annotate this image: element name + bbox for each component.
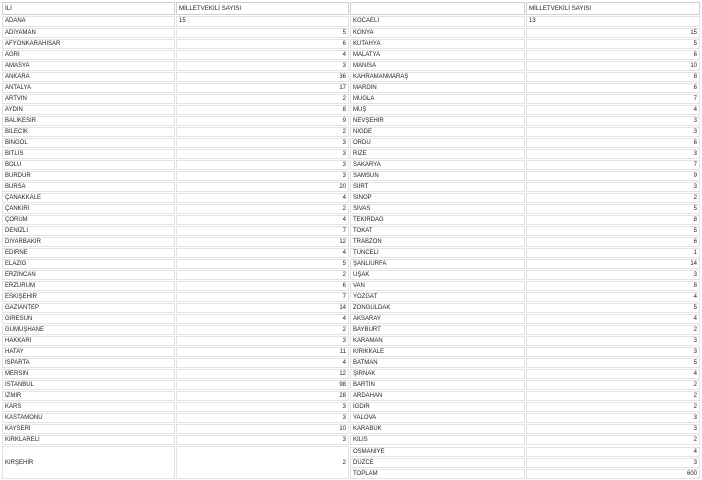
right-mp-count: 2 [526,193,700,203]
left-mp-count: 2 [176,94,349,104]
left-mp-count: 3 [176,402,349,412]
left-mp-count: 3 [176,336,349,346]
right-province-name: ŞIRNAK [350,369,525,379]
left-mp-count: 4 [176,50,349,60]
left-province-name: MERSİN [2,369,175,379]
right-mp-count: 4 [526,369,700,379]
left-mp-count: 15 [176,16,349,27]
right-mp-count: 2 [526,325,700,335]
left-province-name: ANTALYA [2,83,175,93]
left-province-name: EDİRNE [2,248,175,258]
left-province-name: İSTANBUL [2,380,175,390]
left-mp-count: 12 [176,237,349,247]
right-mp-count: 2 [526,380,700,390]
right-province-name: NİĞDE [350,127,525,137]
right-mp-count: 1 [526,248,700,258]
left-province-name: ARTVİN [2,94,175,104]
table-row [2,325,700,335]
right-province-name: KAHRAMANMARAŞ [350,72,525,82]
left-province-name: ÇANAKKALE [2,193,175,203]
left-province-name: KAYSERİ [2,424,175,434]
left-mp-count: 6 [176,39,349,49]
left-mp-count: 28 [176,391,349,401]
right-province-name: MUĞLA [350,94,525,104]
left-province-name: KIRKLARELİ [2,435,175,445]
table-row [2,292,700,302]
right-province-name: BAYBURT [350,325,525,335]
right-province-name: NEVŞEHİR [350,116,525,126]
left-province-name: İZMİR [2,391,175,401]
left-mp-count: 4 [176,358,349,368]
left-province-name: KASTAMONU [2,413,175,423]
header-blank [350,2,525,15]
table-row [2,435,700,445]
left-mp-count: 2 [176,127,349,137]
right-mp-count: 2 [526,391,700,401]
right-province-name: AKSARAY [350,314,525,324]
header-mp-count-left: MİLLETVEKİLİ SAYISI [176,2,349,15]
left-province-name: DENİZLİ [2,226,175,236]
right-province-name: TEKİRDAĞ [350,215,525,225]
right-province-name: ZONGULDAK [350,303,525,313]
table-row [2,61,700,71]
right-mp-count: 5 [526,226,700,236]
table-row [2,402,700,412]
table-row [2,270,700,280]
left-mp-count: 10 [176,424,349,434]
table-row [2,336,700,346]
left-province-name: BİLECİK [2,127,175,137]
left-mp-count: 3 [176,149,349,159]
right-mp-count: 3 [526,182,700,192]
left-mp-count: 3 [176,138,349,148]
table-row [2,204,700,214]
right-mp-count: 5 [526,303,700,313]
right-mp-count: 8 [526,281,700,291]
right-mp-count: 3 [526,424,700,434]
left-mp-count: 2 [176,325,349,335]
table-row [2,94,700,104]
table-row [2,28,700,38]
left-mp-count: 8 [176,105,349,115]
right-province-name: KARABÜK [350,424,525,434]
left-province-name: ISPARTA [2,358,175,368]
right-province-name: BATMAN [350,358,525,368]
left-mp-count: 7 [176,292,349,302]
left-province-name: AFYONKARAHİSAR [2,39,175,49]
right-province-name: SİİRT [350,182,525,192]
right-province-name: YALOVA [350,413,525,423]
table-row [2,347,700,357]
table-row [2,424,700,434]
right-mp-count: 6 [526,83,700,93]
table-row [2,358,700,368]
left-mp-count: 4 [176,314,349,324]
left-province-name: HATAY [2,347,175,357]
table-row [2,380,700,390]
left-province-name: BURSA [2,182,175,192]
right-mp-count: 3 [526,458,700,468]
left-province-name: ÇORUM [2,215,175,225]
mp-count-table [1,1,701,480]
header-row [2,2,700,15]
right-province-name: KOCAELİ [350,16,525,27]
right-province-name: BARTIN [350,380,525,390]
right-province-name: MUŞ [350,105,525,115]
table-row [2,39,700,49]
left-province-name: GİRESUN [2,314,175,324]
right-mp-count: 6 [526,138,700,148]
table-row [2,116,700,126]
table-row [2,314,700,324]
left-mp-count: 3 [176,61,349,71]
right-mp-count: 4 [526,447,700,457]
left-mp-count: 6 [176,281,349,291]
left-province-name: BİTLİS [2,149,175,159]
left-province-name: GÜMÜŞHANE [2,325,175,335]
right-mp-count: 4 [526,292,700,302]
left-mp-count: 98 [176,380,349,390]
left-mp-count: 5 [176,28,349,38]
left-province-name: BALIKESİR [2,116,175,126]
right-province-name: YOZGAT [350,292,525,302]
table-row [2,72,700,82]
table-row [2,16,700,27]
right-mp-count: 7 [526,94,700,104]
left-mp-count: 4 [176,215,349,225]
left-mp-count: 14 [176,303,349,313]
table-row [2,215,700,225]
table-body [2,2,700,479]
right-province-name: KARAMAN [350,336,525,346]
left-mp-count: 3 [176,413,349,423]
left-province-name: KARS [2,402,175,412]
right-mp-count: 6 [526,50,700,60]
table-row [2,193,700,203]
table-row [2,248,700,258]
left-mp-count: 2 [176,204,349,214]
left-province-name: ELAZIĞ [2,259,175,269]
right-mp-count: 3 [526,336,700,346]
left-province-name: ERZİNCAN [2,270,175,280]
left-province-name: BURDUR [2,171,175,181]
left-mp-count: 5 [176,259,349,269]
right-province-name: SİVAS [350,204,525,214]
right-province-name: SAMSUN [350,171,525,181]
right-province-name: TOPLAM [350,469,525,479]
right-province-name: KİLİS [350,435,525,445]
left-province-name: GAZİANTEP [2,303,175,313]
table-row [2,149,700,159]
right-mp-count: 3 [526,149,700,159]
table-row [2,160,700,170]
right-mp-count: 3 [526,116,700,126]
left-province-name: BOLU [2,160,175,170]
table-row [2,237,700,247]
left-province-name: HAKKARİ [2,336,175,346]
right-mp-count: 5 [526,204,700,214]
right-mp-count: 15 [526,28,700,38]
left-province-name: DİYARBAKIR [2,237,175,247]
right-province-name: KÜTAHYA [350,39,525,49]
right-mp-count: 8 [526,215,700,225]
left-province-name: ANKARA [2,72,175,82]
left-mp-count: 36 [176,72,349,82]
left-province-name: ADIYAMAN [2,28,175,38]
right-mp-count: 4 [526,105,700,115]
left-mp-count: 3 [176,160,349,170]
table-row [2,226,700,236]
right-province-name: RİZE [350,149,525,159]
right-province-name: ORDU [350,138,525,148]
left-province-name: BİNGÖL [2,138,175,148]
right-province-name: MALATYA [350,50,525,60]
left-mp-count: 7 [176,226,349,236]
left-mp-count: 4 [176,248,349,258]
right-province-name: OSMANİYE [350,447,525,457]
table-row [2,182,700,192]
right-mp-count: 5 [526,358,700,368]
table-row [2,281,700,291]
left-province-name: AMASYA [2,61,175,71]
right-province-name: SİNOP [350,193,525,203]
right-mp-count: 14 [526,259,700,269]
table-row [2,50,700,60]
right-mp-count: 8 [526,72,700,82]
right-province-name: UŞAK [350,270,525,280]
table-row [2,83,700,93]
right-province-name: SAKARYA [350,160,525,170]
table-row [2,259,700,269]
right-province-name: IĞDIR [350,402,525,412]
table-row [2,138,700,148]
right-province-name: ŞANLIURFA [350,259,525,269]
left-mp-count: 17 [176,83,349,93]
left-mp-count: 3 [176,435,349,445]
right-mp-count: 3 [526,347,700,357]
left-mp-count: 9 [176,116,349,126]
table-row [2,369,700,379]
right-province-name: KONYA [350,28,525,38]
right-mp-count: 2 [526,402,700,412]
right-mp-count: 3 [526,413,700,423]
left-province-name: AĞRI [2,50,175,60]
left-province-name: ÇANKIRI [2,204,175,214]
left-mp-count: 3 [176,171,349,181]
right-mp-count: 4 [526,314,700,324]
left-province-name: ERZURUM [2,281,175,291]
right-province-name: ARDAHAN [350,391,525,401]
header-province: İLİ [2,2,175,15]
left-mp-count: 12 [176,369,349,379]
right-mp-count: 5 [526,39,700,49]
table-row [2,391,700,401]
table-row [2,105,700,115]
table-row [2,127,700,137]
right-mp-count: 13 [526,16,700,27]
table-row [2,303,700,313]
right-province-name: KIRIKKALE [350,347,525,357]
right-province-name: MARDİN [350,83,525,93]
right-province-name: TRABZON [350,237,525,247]
left-province-name: KIRŞEHİR [2,446,175,479]
left-province-name: ADANA [2,16,175,27]
right-province-name: VAN [350,281,525,291]
right-mp-count: 9 [526,171,700,181]
right-province-name: TOKAT [350,226,525,236]
right-province-name: MANİSA [350,61,525,71]
right-mp-count: 7 [526,160,700,170]
right-mp-count: 3 [526,127,700,137]
right-mp-count: 3 [526,270,700,280]
table-row [2,413,700,423]
left-mp-count: 11 [176,347,349,357]
right-mp-count: 6 [526,237,700,247]
left-mp-count: 2 [176,270,349,280]
right-province-name: DÜZCE [350,458,525,468]
left-province-name: AYDIN [2,105,175,115]
left-mp-count: 20 [176,182,349,192]
left-mp-count: 4 [176,193,349,203]
right-province-name: TUNCELİ [350,248,525,258]
left-province-name: ESKİŞEHİR [2,292,175,302]
table-row [2,171,700,181]
right-mp-count: 10 [526,61,700,71]
left-mp-count: 2 [176,446,349,479]
header-mp-count-right: MİLLETVEKİLİ SAYISI [526,2,700,15]
right-mp-count: 600 [526,469,700,479]
right-mp-count: 2 [526,435,700,445]
